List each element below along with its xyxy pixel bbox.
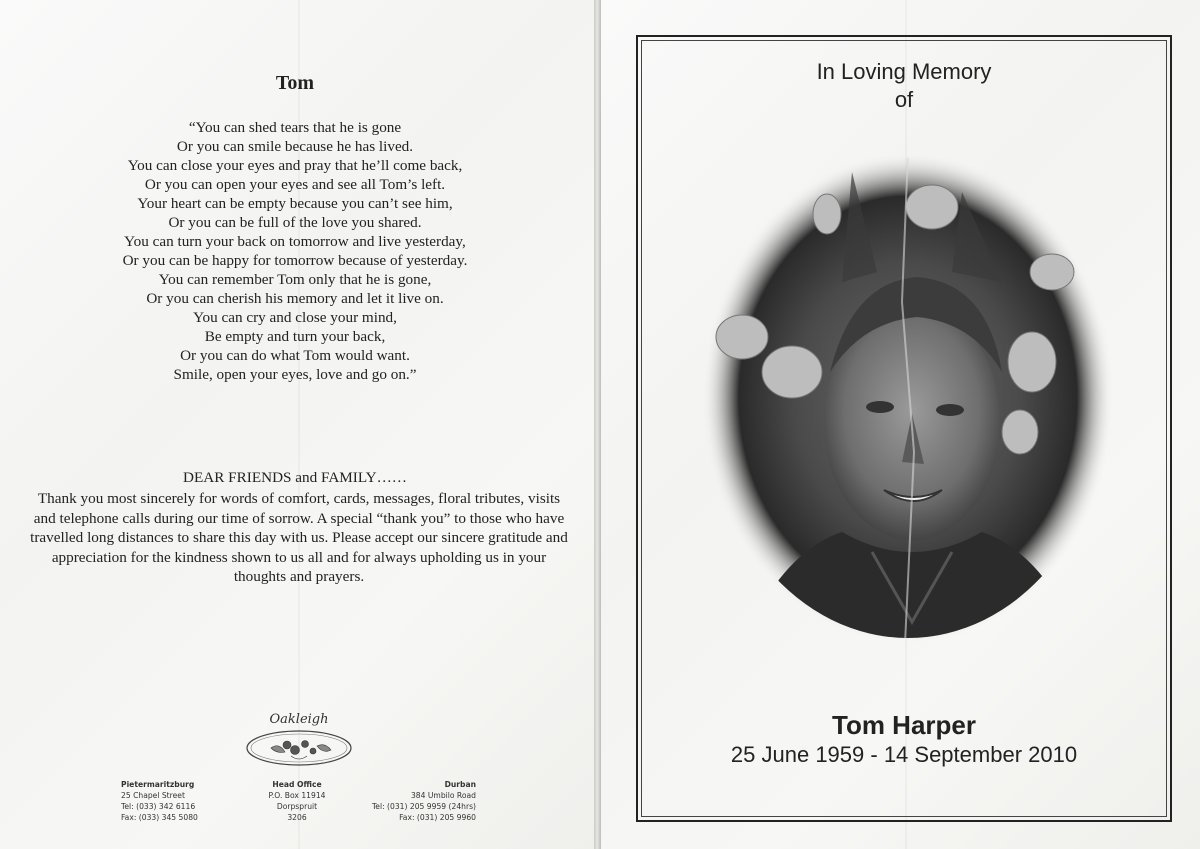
- poem-line: You can remember Tom only that he is gone,: [158, 271, 432, 288]
- memory-line: of: [894, 87, 914, 112]
- poem-title: Tom: [275, 72, 315, 94]
- poem-line: Or you can cherish his memory and let it live on.: [146, 290, 444, 307]
- portrait-photo: [702, 152, 1114, 644]
- office-line: Tel: (031) 205 9959 (24hrs): [371, 802, 476, 811]
- poem-line: Be empty and turn your back,: [204, 328, 386, 345]
- poem-line: You can close your eyes and pray that he’ll come back,: [127, 157, 463, 174]
- office-title: Durban: [444, 780, 476, 789]
- poem-line: You can cry and close your mind,: [193, 309, 397, 326]
- poem-line: Or you can do what Tom would want.: [180, 347, 410, 364]
- thanks-body: Thank you most sincerely for words of comfort, cards, messages, floral tributes, visits and telephone calls during our time of sorrow. A special “thank you” to those who have travelled long distances to share this day with us. Please accept our sincere gratitude and appreciation for the kindness shown to us all and for always upholding us in your thoughts and prayers.: [30, 490, 568, 585]
- office-line: 384 Umbilo Road: [410, 791, 476, 800]
- logo-text: Oakleigh: [269, 712, 329, 727]
- page-fold: [594, 0, 601, 849]
- poem-line: You can turn your back on tomorrow and live yesterday,: [124, 233, 466, 250]
- deceased-name: Tom Harper: [832, 710, 976, 740]
- office-title: Pietermaritzburg: [121, 780, 195, 789]
- office-line: Dorpspruit: [276, 802, 318, 811]
- office-line: 3206: [287, 813, 307, 822]
- poem: [0, 118, 590, 384]
- poem-line: Or you can smile because he has lived.: [176, 138, 414, 155]
- funeral-home-logo: [243, 712, 355, 774]
- office-head: [248, 779, 346, 823]
- office-line: P.O. Box 11914: [268, 791, 326, 800]
- office-title: Head Office: [272, 780, 322, 789]
- thanks-heading: DEAR FRIENDS and FAMILY……: [183, 469, 407, 486]
- poem-line: Your heart can be empty because you can’t see him,: [137, 195, 453, 212]
- office-line: 25 Chapel Street: [121, 791, 185, 800]
- memory-line: In Loving Memory: [816, 59, 992, 84]
- office-pietermaritzburg: [121, 779, 198, 823]
- office-line: Tel: (033) 342 6116: [121, 802, 196, 811]
- life-dates: 25 June 1959 - 14 September 2010: [730, 742, 1078, 767]
- memory-heading: [641, 58, 1167, 114]
- poem-line: “You can shed tears that he is gone: [188, 119, 402, 136]
- poem-line: Or you can open your eyes and see all Tom’s left.: [144, 176, 446, 193]
- office-line: Fax: (031) 205 9960: [399, 813, 476, 822]
- poem-line: Or you can be happy for tomorrow because of yesterday.: [122, 252, 468, 269]
- poem-line: Or you can be full of the love you shared.: [168, 214, 422, 231]
- poem-line: Smile, open your eyes, love and go on.”: [173, 366, 417, 383]
- office-durban: [360, 779, 476, 823]
- office-line: Fax: (033) 345 5080: [121, 813, 198, 822]
- logo-oval-icon: [243, 712, 355, 774]
